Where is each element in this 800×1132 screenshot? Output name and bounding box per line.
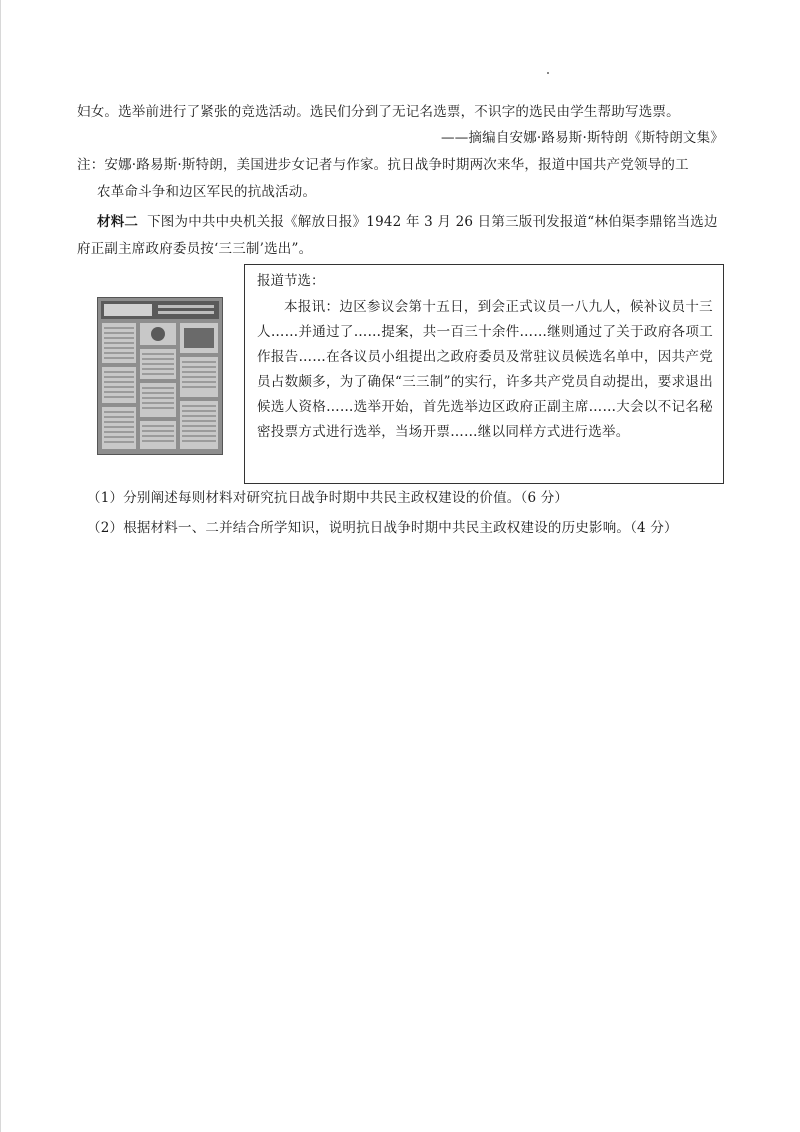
- material2-intro-line-2: 府正副主席政府委员按‘三三制’选出”。: [77, 241, 313, 257]
- newspaper-illustration: [98, 298, 222, 454]
- report-body: 本报讯：边区参议会第十五日，到会正式议员一八九人，候补议员十三人……并通过了……提案，共一百三十余件……继则通过了关于政府各项工作报告……在各议员小组提出之政府委员及常驻议员候选名单中，因共产党员占数颇多，为了确保“三三制”的实行，许多共产党员自动提出，要求退出候选人资格……选举开始，首先选举边区政府正副主席……大会以不记名秘密投票方式进行选举，当场开票……继以同样方式进行选举。: [257, 299, 714, 440]
- material2-label: 材料二: [97, 214, 139, 230]
- material1-continued-text: 妇女。选举前进行了紧张的竞选活动。选民们分到了无记名选票，不识字的选民由学生帮助写选票。: [77, 104, 680, 120]
- report-title: 报道节选：: [257, 273, 325, 289]
- newspaper-image: [97, 297, 223, 455]
- report-excerpt-box: [244, 264, 724, 484]
- note-line-1: 注：安娜·路易斯·斯特朗，美国进步女记者与作家。抗日战争时期两次来华，报道中国共产党领导的工: [77, 157, 689, 173]
- question-1: （1）分别阐述每则材料对研究抗日战争时期中共民主政权建设的价值。（6 分）: [87, 490, 569, 506]
- question-2: （2）根据材料一、二并结合所学知识，说明抗日战争时期中共民主政权建设的历史影响。（4 分）: [87, 520, 678, 536]
- material1-citation: ——摘编自安娜·路易斯·斯特朗《斯特朗文集》: [441, 130, 724, 146]
- scan-speck: [547, 72, 549, 74]
- material2-intro-line-1: [97, 212, 718, 232]
- note-line-2: 农革命斗争和边区军民的抗战活动。: [97, 184, 317, 200]
- material2-text-1: 下图为中共中央机关报《解放日报》1942 年 3 月 26 日第三版刊发报道“林伯渠李鼎铭当选边: [147, 214, 718, 230]
